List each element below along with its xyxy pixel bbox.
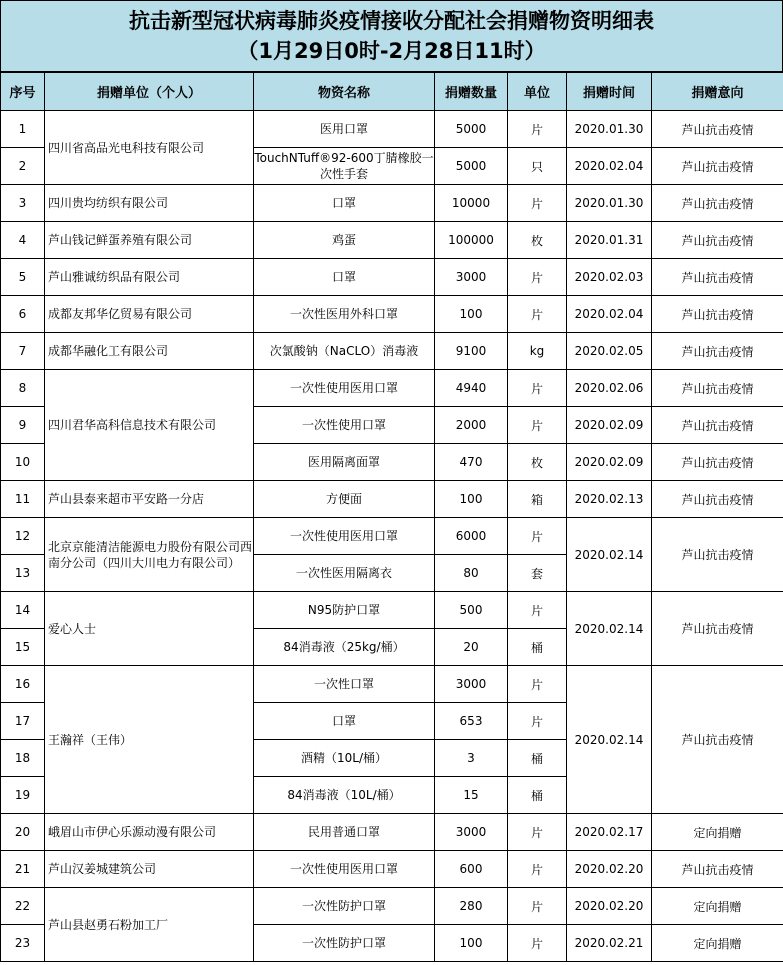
cell-item: 口罩	[254, 185, 435, 222]
cell-no: 21	[1, 851, 45, 888]
cell-qty: 4940	[435, 370, 508, 407]
cell-unit: 套	[508, 555, 567, 592]
cell-date: 2020.02.13	[567, 481, 652, 518]
cell-qty: 653	[435, 703, 508, 740]
cell-no: 5	[1, 259, 45, 296]
cell-qty: 5000	[435, 148, 508, 185]
cell-donor: 芦山钱记鲜蛋养殖有限公司	[45, 222, 254, 259]
cell-unit: 片	[508, 666, 567, 703]
cell-item: TouchNTuff®92-600丁腈橡胶一次性手套	[254, 148, 435, 185]
cell-intent: 芦山抗击疫情	[652, 370, 783, 407]
cell-qty: 100	[435, 925, 508, 962]
cell-intent: 芦山抗击疫情	[652, 481, 783, 518]
cell-date: 2020.01.30	[567, 111, 652, 148]
cell-no: 7	[1, 333, 45, 370]
table-row	[1, 592, 783, 629]
table-row	[1, 851, 783, 888]
cell-intent: 芦山抗击疫情	[652, 592, 783, 666]
header-qty: 捐赠数量	[435, 73, 508, 111]
cell-date: 2020.02.20	[567, 888, 652, 925]
cell-no: 23	[1, 925, 45, 962]
cell-item: 一次性防护口罩	[254, 888, 435, 925]
cell-date: 2020.01.30	[567, 185, 652, 222]
cell-item: 次氯酸钠（NaCLO）消毒液	[254, 333, 435, 370]
cell-unit: 片	[508, 814, 567, 851]
cell-item: 医用隔离面罩	[254, 444, 435, 481]
table-row	[1, 518, 783, 555]
cell-item: 一次性防护口罩	[254, 925, 435, 962]
cell-intent: 芦山抗击疫情	[652, 222, 783, 259]
cell-item: 84消毒液（10L/桶）	[254, 777, 435, 814]
cell-qty: 20	[435, 629, 508, 666]
table-row	[1, 370, 783, 407]
cell-intent: 定向捐赠	[652, 814, 783, 851]
cell-unit: 片	[508, 592, 567, 629]
cell-item: 一次性使用口罩	[254, 407, 435, 444]
cell-donor: 芦山县赵勇石粉加工厂	[45, 888, 254, 962]
cell-item: 民用普通口罩	[254, 814, 435, 851]
cell-item: 84消毒液（25kg/桶）	[254, 629, 435, 666]
cell-date: 2020.02.14	[567, 592, 652, 666]
cell-unit: kg	[508, 333, 567, 370]
cell-date: 2020.02.09	[567, 444, 652, 481]
cell-donor: 成都华融化工有限公司	[45, 333, 254, 370]
cell-qty: 9100	[435, 333, 508, 370]
cell-donor: 北京京能清洁能源电力股份有限公司西南分公司（四川大川电力有限公司）	[45, 518, 254, 592]
cell-qty: 80	[435, 555, 508, 592]
cell-qty: 5000	[435, 111, 508, 148]
cell-qty: 10000	[435, 185, 508, 222]
cell-date: 2020.02.14	[567, 518, 652, 592]
cell-qty: 100	[435, 481, 508, 518]
cell-date: 2020.02.09	[567, 407, 652, 444]
cell-date: 2020.02.14	[567, 666, 652, 814]
cell-date: 2020.02.17	[567, 814, 652, 851]
cell-no: 22	[1, 888, 45, 925]
cell-intent: 芦山抗击疫情	[652, 296, 783, 333]
cell-no: 1	[1, 111, 45, 148]
cell-unit: 片	[508, 296, 567, 333]
cell-no: 2	[1, 148, 45, 185]
cell-unit: 片	[508, 888, 567, 925]
cell-donor: 四川贵均纺织有限公司	[45, 185, 254, 222]
cell-donor: 芦山汉姜城建筑公司	[45, 851, 254, 888]
cell-no: 10	[1, 444, 45, 481]
cell-no: 12	[1, 518, 45, 555]
header-intent: 捐赠意向	[652, 73, 783, 111]
cell-qty: 3	[435, 740, 508, 777]
cell-donor: 成都友邦华亿贸易有限公司	[45, 296, 254, 333]
cell-date: 2020.02.21	[567, 925, 652, 962]
table-row	[1, 481, 783, 518]
cell-item: 一次性口罩	[254, 666, 435, 703]
cell-unit: 片	[508, 851, 567, 888]
cell-no: 14	[1, 592, 45, 629]
cell-qty: 470	[435, 444, 508, 481]
cell-item: 一次性使用医用口罩	[254, 370, 435, 407]
cell-item: 一次性使用医用口罩	[254, 851, 435, 888]
table-row	[1, 666, 783, 703]
cell-donor: 芦山县泰来超市平安路一分店	[45, 481, 254, 518]
cell-no: 16	[1, 666, 45, 703]
cell-date: 2020.02.04	[567, 148, 652, 185]
cell-date: 2020.01.31	[567, 222, 652, 259]
cell-no: 8	[1, 370, 45, 407]
cell-no: 9	[1, 407, 45, 444]
cell-no: 11	[1, 481, 45, 518]
cell-unit: 桶	[508, 740, 567, 777]
table-row	[1, 185, 783, 222]
cell-intent: 芦山抗击疫情	[652, 444, 783, 481]
cell-intent: 芦山抗击疫情	[652, 407, 783, 444]
cell-no: 3	[1, 185, 45, 222]
cell-intent: 芦山抗击疫情	[652, 666, 783, 814]
cell-intent: 芦山抗击疫情	[652, 148, 783, 185]
table-row	[1, 111, 783, 148]
cell-donor: 四川省高品光电科技有限公司	[45, 111, 254, 185]
title-line-2: （1月29日0时-2月28日11时）	[237, 39, 546, 63]
table-row	[1, 259, 783, 296]
cell-donor: 芦山雅诚纺织品有限公司	[45, 259, 254, 296]
cell-date: 2020.02.20	[567, 851, 652, 888]
cell-date: 2020.02.05	[567, 333, 652, 370]
cell-qty: 100	[435, 296, 508, 333]
cell-unit: 枚	[508, 444, 567, 481]
table-title	[0, 0, 783, 72]
cell-donor: 爱心人士	[45, 592, 254, 666]
cell-qty: 100000	[435, 222, 508, 259]
cell-item: 口罩	[254, 703, 435, 740]
cell-donor: 王瀚祥（王伟）	[45, 666, 254, 814]
cell-qty: 6000	[435, 518, 508, 555]
cell-unit: 片	[508, 111, 567, 148]
table-row	[1, 888, 783, 925]
cell-intent: 芦山抗击疫情	[652, 518, 783, 592]
table-row	[1, 296, 783, 333]
cell-no: 13	[1, 555, 45, 592]
cell-qty: 600	[435, 851, 508, 888]
cell-unit: 片	[508, 518, 567, 555]
cell-item: 一次性使用医用口罩	[254, 518, 435, 555]
cell-date: 2020.02.06	[567, 370, 652, 407]
cell-intent: 定向捐赠	[652, 888, 783, 925]
header-no: 序号	[1, 73, 45, 111]
cell-donor: 四川君华高科信息技术有限公司	[45, 370, 254, 481]
cell-item: 口罩	[254, 259, 435, 296]
cell-qty: 2000	[435, 407, 508, 444]
cell-no: 18	[1, 740, 45, 777]
cell-no: 6	[1, 296, 45, 333]
cell-item: 一次性医用外科口罩	[254, 296, 435, 333]
table-row	[1, 222, 783, 259]
cell-intent: 芦山抗击疫情	[652, 851, 783, 888]
cell-intent: 芦山抗击疫情	[652, 259, 783, 296]
cell-qty: 3000	[435, 666, 508, 703]
cell-no: 19	[1, 777, 45, 814]
cell-unit: 片	[508, 370, 567, 407]
cell-unit: 桶	[508, 777, 567, 814]
header-row	[1, 73, 783, 111]
cell-unit: 片	[508, 259, 567, 296]
cell-intent: 芦山抗击疫情	[652, 185, 783, 222]
cell-unit: 片	[508, 185, 567, 222]
title-line-1: 抗击新型冠状病毒肺炎疫情接收分配社会捐赠物资明细表	[129, 9, 654, 33]
cell-intent: 芦山抗击疫情	[652, 333, 783, 370]
cell-unit: 片	[508, 407, 567, 444]
header-date: 捐赠时间	[567, 73, 652, 111]
donation-table	[0, 72, 783, 962]
table-row	[1, 333, 783, 370]
cell-unit: 枚	[508, 222, 567, 259]
header-item: 物资名称	[254, 73, 435, 111]
cell-qty: 3000	[435, 259, 508, 296]
cell-no: 15	[1, 629, 45, 666]
cell-no: 20	[1, 814, 45, 851]
header-donor: 捐赠单位（个人）	[45, 73, 254, 111]
cell-item: 酒精（10L/桶）	[254, 740, 435, 777]
cell-donor: 峨眉山市伊心乐源动漫有限公司	[45, 814, 254, 851]
cell-item: 鸡蛋	[254, 222, 435, 259]
cell-qty: 15	[435, 777, 508, 814]
cell-intent: 芦山抗击疫情	[652, 111, 783, 148]
cell-unit: 箱	[508, 481, 567, 518]
cell-intent: 定向捐赠	[652, 925, 783, 962]
cell-item: 医用口罩	[254, 111, 435, 148]
cell-qty: 3000	[435, 814, 508, 851]
table-row	[1, 814, 783, 851]
cell-date: 2020.02.03	[567, 259, 652, 296]
header-unit: 单位	[508, 73, 567, 111]
cell-unit: 只	[508, 148, 567, 185]
cell-unit: 片	[508, 925, 567, 962]
cell-qty: 280	[435, 888, 508, 925]
cell-item: 方便面	[254, 481, 435, 518]
cell-item: 一次性医用隔离衣	[254, 555, 435, 592]
cell-no: 4	[1, 222, 45, 259]
cell-qty: 500	[435, 592, 508, 629]
cell-unit: 桶	[508, 629, 567, 666]
cell-unit: 片	[508, 703, 567, 740]
cell-date: 2020.02.04	[567, 296, 652, 333]
cell-no: 17	[1, 703, 45, 740]
cell-item: N95防护口罩	[254, 592, 435, 629]
